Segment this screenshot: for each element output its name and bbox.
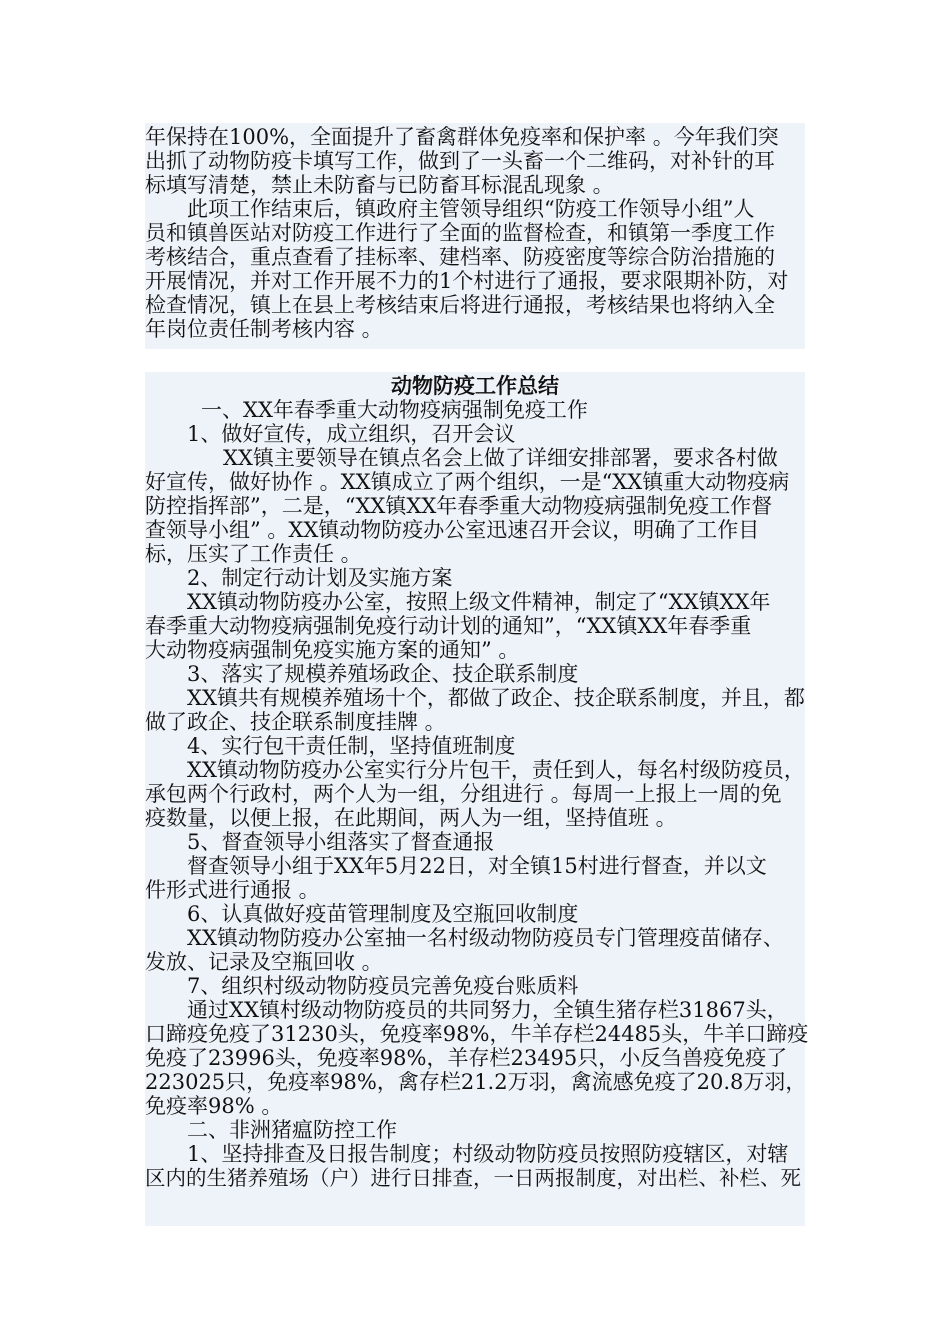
subsection-heading: 2、制定行动计划及实施方案 xyxy=(187,566,453,590)
paragraph-line: 标填写清楚，禁止未防畜与已防畜耳标混乱现象 。 xyxy=(145,173,614,197)
section-heading: 一、XX年春季重大动物疫病强制免疫工作 xyxy=(201,398,588,422)
paragraph-line: 口蹄疫免疫了31230头，免疫率98%，牛羊存栏24485头，牛羊口蹄疫 xyxy=(145,1022,809,1046)
paragraph-line: 开展情况，并对工作开展不力的1个村进行了通报，要求限期补防，对 xyxy=(145,269,789,293)
subsection-heading: 7、组织村级动物防疫员完善免疫台账质料 xyxy=(187,974,579,998)
paragraph-line: 发放、记录及空瓶回收 。 xyxy=(145,950,383,974)
paragraph-line: 春季重大动物疫病强制免疫行动计划的通知”，“XX镇XX年春季重 xyxy=(145,614,752,638)
paragraph-line: 出抓了动物防疫卡填写工作，做到了一头畜一个二维码，对补针的耳 xyxy=(145,149,775,173)
subsection-heading: 5、督查领导小组落实了督查通报 xyxy=(187,830,495,854)
paragraph-line: 223025只，免疫率98%，禽存栏21.2万羽，禽流感免疫了20.8万羽， xyxy=(145,1070,807,1094)
paragraph-line: 检查情况，镇上在县上考核结束后将进行通报，考核结果也将纳入全 xyxy=(145,293,775,317)
subsection-heading: 4、实行包干责任制，坚持值班制度 xyxy=(187,734,516,758)
paragraph-line: 好宣传，做好协作 。XX镇成立了两个组织，一是“XX镇重大动物疫病 xyxy=(145,470,790,494)
paragraph-line: 免疫率98% 。 xyxy=(145,1094,283,1118)
paragraph-line: 年保持在100%，全面提升了畜禽群体免疫率和保护率 。今年我们突 xyxy=(145,125,779,149)
paragraph-line: XX镇主要领导在镇点名会上做了详细安排部署，要求各村做 xyxy=(223,446,778,470)
section-heading: 二、非洲猪瘟防控工作 xyxy=(187,1118,397,1142)
paragraph-line: 1、坚持排查及日报告制度；村级动物防疫员按照防疫辖区，对辖 xyxy=(187,1142,789,1166)
paragraph-line: XX镇共有规模养殖场十个，都做了政企、技企联系制度，并且，都 xyxy=(187,686,805,710)
paragraph-line: 督查领导小组于XX年5月22日，对全镇15村进行督查，并以文 xyxy=(187,854,767,878)
paragraph-line: 疫数量，以便上报，在此期间，两人为一组，坚持值班 。 xyxy=(145,806,677,830)
subsection-heading: 1、做好宣传，成立组织，召开会议 xyxy=(187,422,516,446)
paragraph-line: 年岗位责任制考核内容 。 xyxy=(145,317,383,341)
paragraph-line: 大动物疫病强制免疫实施方案的通知” 。 xyxy=(145,638,520,662)
paragraph-line: 考核结合，重点查看了挂标率、建档率、防疫密度等综合防治措施的 xyxy=(145,245,775,269)
paragraph-line: 免疫了23996头，免疫率98%，羊存栏23495只，小反刍兽疫免疫了 xyxy=(145,1046,788,1070)
text-block-2 xyxy=(145,372,809,1226)
paragraph-line: 此项工作结束后，镇政府主管领导组织“防疫工作领导小组”人 xyxy=(187,197,755,221)
paragraph-line: 查领导小组” 。XX镇动物防疫办公室迅速召开会议，明确了工作目 xyxy=(145,518,760,542)
paragraph-line: 承包两个行政村，两个人为一组，分组进行 。每周一上报上一周的免 xyxy=(145,782,782,806)
document-title: 动物防疫工作总结 xyxy=(391,373,559,398)
paragraph-line: 标，压实了工作责任 。 xyxy=(145,542,362,566)
paragraph-line: 区内的生猪养殖场（户）进行日排查，一日两报制度，对出栏、补栏、死 xyxy=(145,1166,801,1190)
subsection-heading: 3、落实了规模养殖场政企、技企联系制度 xyxy=(187,662,579,686)
paragraph-line: XX镇动物防疫办公室，按照上级文件精神，制定了“XX镇XX年 xyxy=(187,590,771,614)
paragraph-line: 通过XX镇村级动物防疫员的共同努力，全镇生猪存栏31867头， xyxy=(187,998,788,1022)
paragraph-line: XX镇动物防疫办公室抽一名村级动物防疫员专门管理疫苗储存、 xyxy=(187,926,784,950)
subsection-heading: 6、认真做好疫苗管理制度及空瓶回收制度 xyxy=(187,902,579,926)
paragraph-line: 防控指挥部”，二是，“XX镇XX年春季重大动物疫病强制免疫工作督 xyxy=(145,494,773,518)
paragraph-line: 做了政企、技企联系制度挂牌 。 xyxy=(145,710,446,734)
paragraph-line: XX镇动物防疫办公室实行分片包干，责任到人，每名村级防疫员， xyxy=(187,758,805,782)
paragraph-line: 件形式进行通报 。 xyxy=(145,878,320,902)
text-block-1 xyxy=(145,123,805,349)
paragraph-line: 员和镇兽医站对防疫工作进行了全面的监督检查，和镇第一季度工作 xyxy=(145,221,775,245)
